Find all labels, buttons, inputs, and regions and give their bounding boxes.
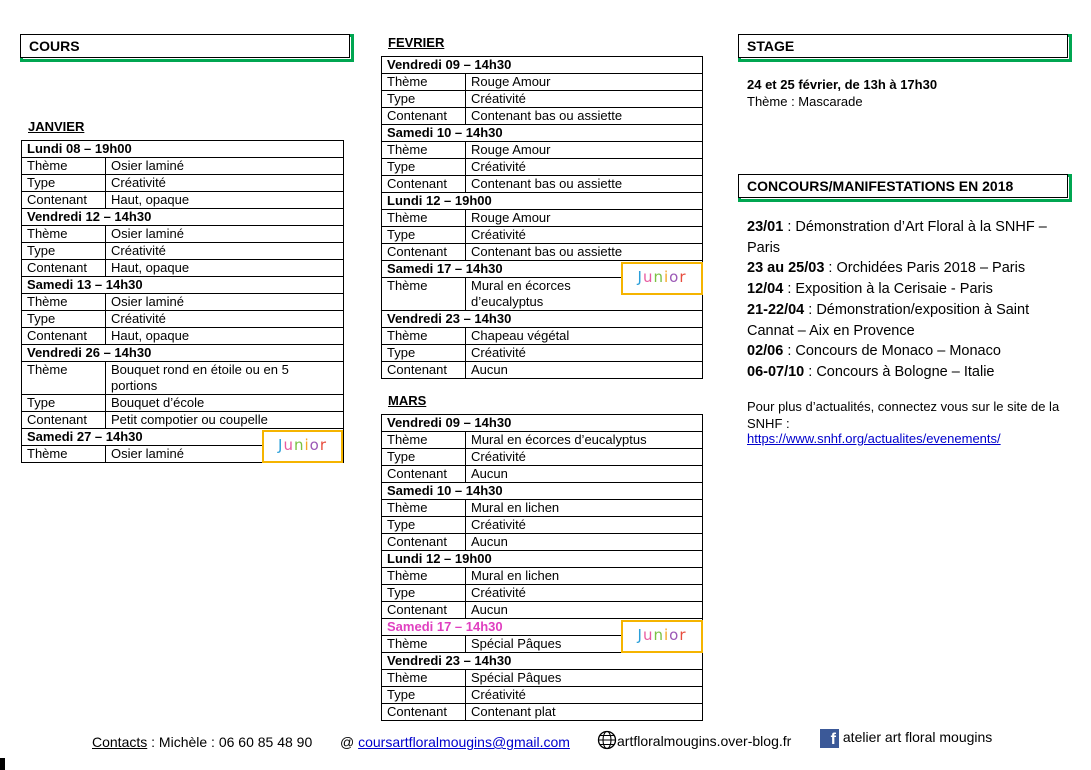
footer-blog [597,730,791,750]
concours-item [747,341,1067,362]
snhf-link[interactable]: https://www.snhf.org/actualites/evenements/ [747,431,1001,446]
row-label: Type [22,243,106,260]
event-date: Vendredi 23 – 14h30 [382,311,703,328]
row-label: Type [22,175,106,192]
concours-date: 02/06 [747,343,784,360]
row-label: Contenant [382,108,466,125]
table-row [22,328,344,345]
row-label: Thème [382,74,466,91]
row-label: Type [382,227,466,244]
event-date: Vendredi 12 – 14h30 [22,209,344,226]
row-value: Bouquet d’école [106,395,344,412]
row-label: Thème [22,294,106,311]
table-row [382,687,703,704]
row-label: Type [382,687,466,704]
row-value: Aucun [466,466,703,483]
row-label: Thème [382,568,466,585]
row-label: Contenant [382,176,466,193]
facebook-page-name[interactable]: atelier art floral mougins [842,729,993,745]
month-mars: MARS [388,393,427,408]
table-row [382,517,703,534]
row-value: Mural en lichen [466,568,703,585]
event-date: Samedi 17 – 14h30 [382,261,703,278]
row-value: Osier laminé [106,294,344,311]
row-label: Type [382,585,466,602]
row-value: Rouge Amour [466,74,703,91]
concours-item [747,279,1067,300]
at-icon: @ [340,734,359,750]
table-row [382,585,703,602]
facebook-icon: f [820,729,839,748]
row-label: Thème [382,142,466,159]
event-date: Samedi 27 – 14h30 [22,429,344,446]
concours-date: 21-22/04 [747,301,805,318]
row-label: Contenant [382,534,466,551]
junior-badge: Junior [621,620,703,653]
table-row [382,91,703,108]
event-date: Vendredi 09 – 14h30 [382,57,703,74]
page-corner-mark [0,758,5,770]
table-row [382,362,703,379]
event-date: Samedi 10 – 14h30 [382,483,703,500]
table-row [382,534,703,551]
concours-list [747,217,1067,383]
event-date: Samedi 10 – 14h30 [382,125,703,142]
row-label: Contenant [382,704,466,721]
row-value: Créativité [466,585,703,602]
table-row [22,395,344,412]
table-row [382,176,703,193]
concours-text: : Démonstration/exposition à Saint Cannat – Aix en Provence [747,301,1030,339]
row-label: Contenant [382,244,466,261]
table-row [382,449,703,466]
concours-date: 23 au 25/03 [747,260,825,277]
concours-item [747,258,1067,279]
table-row [382,159,703,176]
row-label: Contenant [382,602,466,619]
event-date: Vendredi 23 – 14h30 [382,653,703,670]
concours-text: : Exposition à la Cerisaie - Paris [783,281,993,298]
event-date: Lundi 12 – 19h00 [382,551,703,568]
row-value: Rouge Amour [466,142,703,159]
row-value: Créativité [466,159,703,176]
table-row [22,243,344,260]
row-label: Contenant [382,466,466,483]
row-label: Thème [22,446,106,463]
table-row [382,74,703,91]
row-label: Contenant [22,192,106,209]
table-row [382,568,703,585]
table-row [382,142,703,159]
row-label: Thème [382,328,466,345]
row-value: Créativité [466,91,703,108]
row-value: Haut, opaque [106,260,344,277]
contacts-label: Contacts [92,734,148,750]
row-label: Type [22,395,106,412]
row-label: Type [382,449,466,466]
row-value: Mural en écorces d’eucalyptus [466,278,703,311]
row-label: Thème [22,362,106,395]
event-date: Samedi 17 – 14h30 [382,619,703,636]
concours-date: 06-07/10 [747,363,805,380]
row-label: Contenant [22,412,106,429]
stage-header: STAGE [738,34,1068,58]
month-fevrier: FEVRIER [388,35,445,50]
stage-theme: Thème : Mascarade [747,94,863,109]
table-row [382,432,703,449]
table-row [22,260,344,277]
row-label: Thème [382,210,466,227]
table-row [382,345,703,362]
table-row [22,311,344,328]
concours-header: CONCOURS/MANIFESTATIONS EN 2018 [738,174,1068,198]
footer-contacts [92,734,312,750]
row-label: Thème [382,670,466,687]
row-value: Contenant plat [466,704,703,721]
table-row [382,466,703,483]
row-label: Type [382,91,466,108]
row-value: Osier laminé [106,446,344,463]
row-value: Aucun [466,534,703,551]
actualites-text: Pour plus d’actualités, connectez vous sur le site de la SNHF : [747,399,1060,431]
row-label: Thème [382,278,466,311]
stage-dates: 24 et 25 février, de 13h à 17h30 [747,77,938,92]
concours-text: : Orchidées Paris 2018 – Paris [824,260,1026,277]
row-value: Aucun [466,362,703,379]
concours-item [747,217,1067,258]
row-value: Haut, opaque [106,328,344,345]
footer-email [340,734,570,750]
table-row [382,328,703,345]
table-row [22,226,344,243]
table-row [382,704,703,721]
cours-header: COURS [20,34,350,58]
row-value: Créativité [106,243,344,260]
concours-text: : Concours de Monaco – Monaco [783,343,1001,360]
concours-date: 23/01 [747,219,784,235]
fevrier-table [381,56,703,379]
table-row [382,108,703,125]
table-row [22,175,344,192]
row-label: Type [382,345,466,362]
event-date: Lundi 12 – 19h00 [382,193,703,210]
row-value: Osier laminé [106,226,344,243]
row-value: Contenant bas ou assiette [466,176,703,193]
row-label: Thème [22,226,106,243]
event-date: Vendredi 09 – 14h30 [382,415,703,432]
row-value: Mural en écorces d’eucalyptus [466,432,703,449]
concours-item [747,300,1067,341]
concours-item [747,362,1067,383]
event-date: Vendredi 26 – 14h30 [22,345,344,362]
junior-badge: Junior [621,262,703,295]
email-link[interactable]: coursartfloralmougins@gmail.com [358,734,570,750]
row-value: Créativité [106,311,344,328]
table-row [22,158,344,175]
contact-name-phone: : Michèle : 06 60 85 48 90 [147,734,313,750]
row-value: Rouge Amour [466,210,703,227]
table-row [382,210,703,227]
row-value: Créativité [106,175,344,192]
row-value: Créativité [466,227,703,244]
mars-table [381,414,703,721]
row-value: Chapeau végétal [466,328,703,345]
row-label: Type [382,159,466,176]
row-label: Contenant [22,328,106,345]
row-label: Thème [22,158,106,175]
row-value: Créativité [466,517,703,534]
table-row [22,362,344,395]
janvier-table [21,140,344,463]
row-value: Bouquet rond en étoile ou en 5 portions [106,362,344,395]
table-row [382,227,703,244]
row-value: Petit compotier ou coupelle [106,412,344,429]
row-value: Créativité [466,687,703,704]
row-label: Thème [382,636,466,653]
table-row [22,192,344,209]
junior-badge: Junior [262,430,343,463]
table-row [382,602,703,619]
row-label: Contenant [382,362,466,379]
row-value: Contenant bas ou assiette [466,244,703,261]
row-label: Type [22,311,106,328]
table-row [382,244,703,261]
row-value: Osier laminé [106,158,344,175]
concours-date: 12/04 [747,281,784,298]
row-label: Contenant [22,260,106,277]
row-value: Créativité [466,449,703,466]
row-value: Créativité [466,345,703,362]
globe-icon [597,730,617,750]
row-value: Haut, opaque [106,192,344,209]
event-date: Lundi 08 – 19h00 [22,141,344,158]
event-date: Samedi 13 – 14h30 [22,277,344,294]
row-label: Thème [382,500,466,517]
footer-facebook [820,729,992,748]
row-value: Mural en lichen [466,500,703,517]
row-value: Aucun [466,602,703,619]
table-row [22,294,344,311]
table-row [22,412,344,429]
blog-url[interactable]: artfloralmougins.over-blog.fr [617,733,792,749]
row-value: Spécial Pâques [466,636,703,653]
row-value: Spécial Pâques [466,670,703,687]
row-value: Contenant bas ou assiette [466,108,703,125]
table-row [382,500,703,517]
concours-text: : Démonstration d’Art Floral à la SNHF – Paris [747,219,1047,256]
row-label: Thème [382,432,466,449]
row-label: Type [382,517,466,534]
concours-text: : Concours à Bologne – Italie [804,363,995,380]
table-row [382,670,703,687]
month-janvier: JANVIER [28,119,85,134]
